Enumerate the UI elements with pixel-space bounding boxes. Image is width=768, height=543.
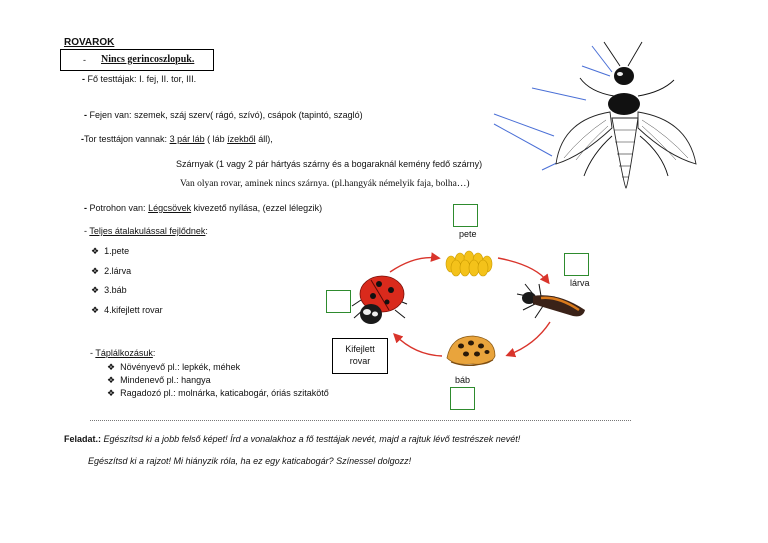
feeding-heading-text: Táplálkozásuk — [95, 348, 153, 358]
egg-cluster-image — [443, 244, 495, 278]
arrow-larva-to-pupa — [508, 322, 550, 355]
bullet-icon: ❖ — [107, 362, 116, 372]
task-label: Feladat.: — [64, 434, 102, 444]
feeding-colon: : — [152, 348, 156, 358]
pointer-lines — [494, 46, 612, 170]
potroh-rest: kivezető nyílása, (ezzel lélegzik) — [193, 203, 323, 213]
potroh-legcsovek: Légcsövek — [148, 203, 192, 213]
kifejlett-line-2: rovar — [349, 356, 371, 366]
label-pete: pete — [459, 229, 477, 239]
stage-item — [91, 285, 127, 296]
stage-item — [91, 266, 131, 277]
bullet-icon: ❖ — [91, 305, 100, 315]
tor-label: Tor testtájon vannak: — [84, 134, 168, 144]
answer-box-larva[interactable] — [564, 253, 589, 276]
bullet-icon: ❖ — [91, 266, 100, 276]
atalakulas-text: Teljes átalakulással fejlődnek — [89, 226, 206, 236]
line-fo-testtajak — [82, 74, 196, 85]
answer-box-kifejlett[interactable] — [326, 290, 351, 313]
feeding-label: Növényevő pl.: lepkék, méhek — [120, 362, 241, 372]
bullet-icon: ❖ — [107, 375, 116, 385]
fejen-label: Fejen van: — [89, 110, 132, 120]
fo-testtajak-label: Fő testtájak: — [87, 74, 137, 84]
stage-label: 1.pete — [104, 246, 130, 256]
line-tor — [81, 134, 273, 145]
arrow-egg-to-larva — [498, 258, 548, 282]
bullet-icon: ❖ — [107, 388, 116, 398]
line-atalakulas — [84, 226, 208, 237]
bullet-icon: ❖ — [91, 246, 100, 256]
feeding-label: Mindenevő pl.: hangya — [120, 375, 211, 385]
line-potroh — [84, 203, 322, 214]
feeding-item — [107, 375, 211, 386]
stage-label: 3.báb — [104, 285, 127, 295]
line-szarnyatlan: Van olyan rovar, aminek nincs szárnya. (pl.hangyák némelyik faja, bolha…) — [180, 179, 470, 189]
tor-izekbol: ízekből — [227, 134, 256, 144]
label-bab: báb — [455, 375, 471, 385]
stage-item — [91, 305, 163, 316]
page-title: ROVAROK — [64, 37, 115, 48]
tor-mid: ( láb — [207, 134, 225, 144]
task-line-1 — [64, 434, 520, 445]
dash-4: - — [84, 203, 87, 213]
separator — [90, 420, 631, 421]
atalakulas-colon: : — [205, 226, 208, 236]
feeding-label: Ragadozó pl.: molnárka, katicabogár, óriás szitakötő — [120, 388, 329, 398]
fejen-value: szemek, száj szerv( rágó, szívó), csápok (tapintó, szagló) — [134, 110, 363, 120]
arrow-pupa-to-adult — [395, 335, 442, 356]
fo-testtajak-value: I. fej, II. tor, III. — [139, 74, 197, 84]
task-line-2: Egészítsd ki a rajzot! Mi hiányzik róla, ha ez egy katicabogár? Színessel dolgozz! — [88, 456, 412, 466]
dash-3: - — [81, 134, 84, 144]
feeding-item — [107, 362, 240, 373]
ladybug-image — [349, 270, 411, 332]
heading-dash: - — [83, 55, 86, 65]
tor-3-par-lab: 3 pár láb — [169, 134, 205, 144]
feeding-heading — [90, 348, 155, 359]
task-text-1: Egészítsd ki a jobb felső képet! Írd a vonalakhoz a fő testtájak nevét, majd a rajtuk lévő testrészek nevét! — [103, 434, 521, 444]
label-larva: lárva — [570, 278, 590, 288]
kifejlett-line-1: Kifejlett — [345, 344, 375, 354]
tor-end: áll), — [258, 134, 273, 144]
heading-box — [60, 49, 214, 71]
beetle-diagram — [492, 36, 712, 196]
feeding-item — [107, 388, 329, 399]
kifejlett-rovar-box — [332, 338, 388, 374]
stage-label: 4.kifejlett rovar — [104, 305, 163, 315]
dash-2: - — [84, 110, 87, 120]
potroh-label: Potrohon van: — [89, 203, 146, 213]
stage-item — [91, 246, 129, 257]
heading-text: Nincs gerincoszlopuk. — [101, 54, 195, 65]
line-szarnyak: Szárnyak (1 vagy 2 pár hártyás szárny és a bogaraknál kemény fedő szárny) — [176, 159, 483, 169]
dash-6: - — [90, 348, 93, 358]
stage-label: 2.lárva — [104, 266, 132, 276]
dash-1: - — [82, 74, 85, 84]
answer-box-bab[interactable] — [450, 387, 475, 410]
line-fejen — [84, 110, 363, 121]
pupa-image — [443, 330, 499, 372]
answer-box-pete[interactable] — [453, 204, 478, 227]
bullet-icon: ❖ — [91, 285, 100, 295]
dash-5: - — [84, 226, 87, 236]
